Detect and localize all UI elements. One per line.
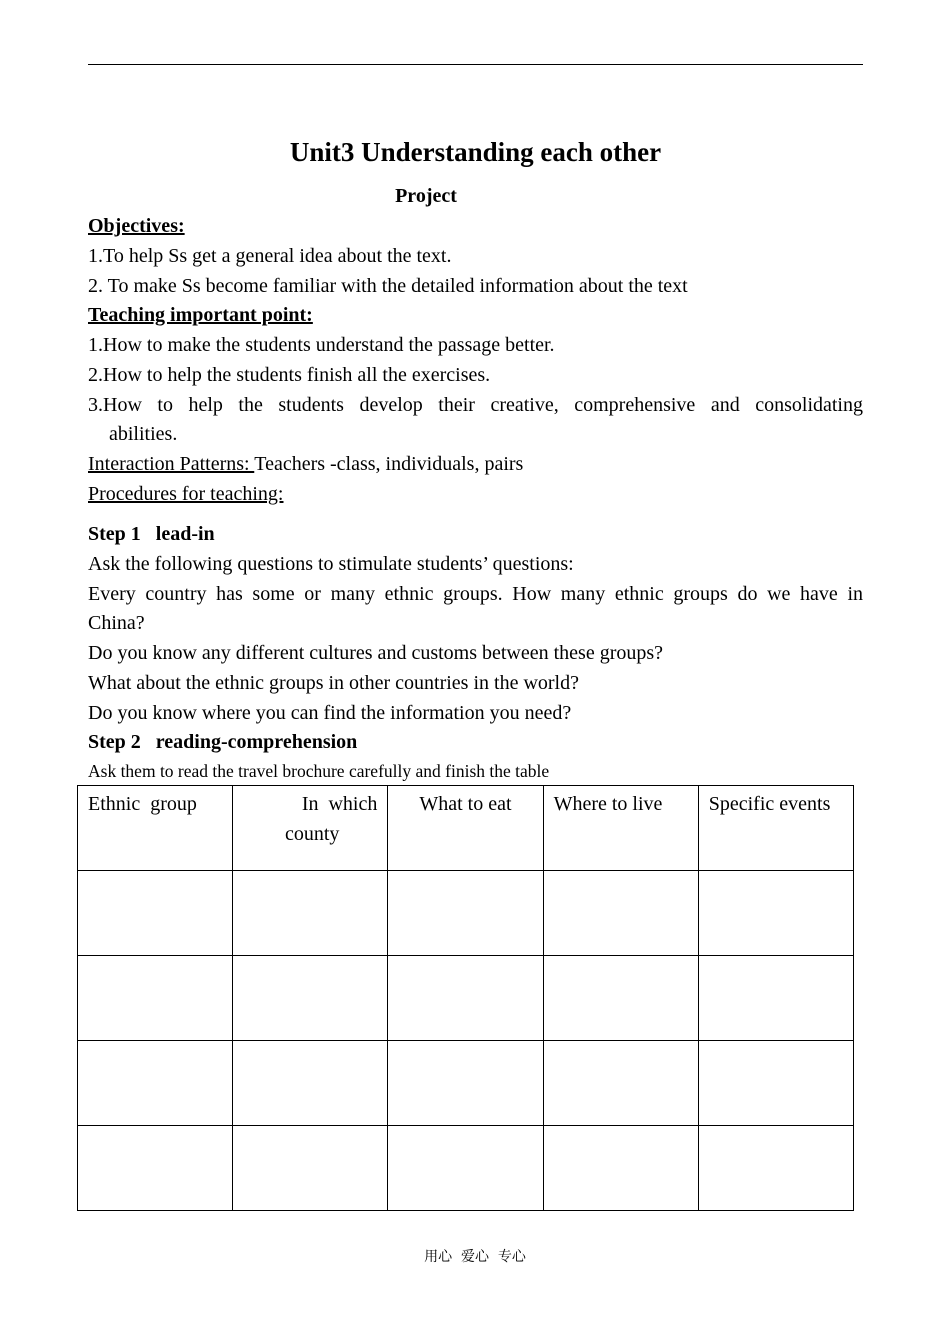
important-point-heading: Teaching important point: (88, 304, 313, 326)
page-title: Unit3 Understanding each other (289, 137, 662, 167)
objective-item: 1.To help Ss get a general idea about the text. (88, 245, 452, 267)
step1-line: China? (88, 612, 145, 634)
table-cell[interactable] (78, 871, 233, 956)
table-cell[interactable] (233, 1041, 388, 1126)
table-cell[interactable] (388, 871, 543, 956)
table-header-specific-events: Specific events (698, 786, 853, 871)
table-header-where-to-live: Where to live (543, 786, 698, 871)
step1-line: Ask the following questions to stimulate students’ questions: (88, 553, 574, 575)
table-cell[interactable] (388, 1126, 543, 1211)
step1-line: What about the ethnic groups in other countries in the world? (88, 672, 579, 694)
procedures-heading: Procedures for teaching: (88, 483, 284, 505)
table-cell[interactable] (78, 1126, 233, 1211)
table-cell[interactable] (698, 956, 853, 1041)
table-cell[interactable] (698, 871, 853, 956)
table-cell[interactable] (543, 871, 698, 956)
table-row (78, 871, 854, 956)
table-cell[interactable] (543, 956, 698, 1041)
table-cell[interactable] (698, 1041, 853, 1126)
step2-heading: Step 2 reading-comprehension (88, 731, 358, 753)
objective-item: 2. To make Ss become familiar with the detailed information about the text (88, 275, 688, 297)
table-header-what-to-eat: What to eat (388, 786, 543, 871)
table-header-county (233, 786, 388, 871)
table-cell[interactable] (388, 1041, 543, 1126)
step1-line: Every country has some or many ethnic groups. How many ethnic groups do we have in (88, 583, 863, 605)
table-cell[interactable] (78, 956, 233, 1041)
table-cell[interactable] (388, 956, 543, 1041)
table-row (78, 956, 854, 1041)
header-rule (88, 64, 863, 65)
interaction-patterns-value: Teachers -class, individuals, pairs (254, 453, 524, 475)
objectives-heading: Objectives: (88, 215, 185, 237)
table-cell[interactable] (233, 871, 388, 956)
page-subtitle: Project (395, 185, 457, 207)
table-row (78, 1126, 854, 1211)
interaction-patterns (88, 449, 863, 479)
table-header-county-line1: In which (301, 793, 378, 815)
table-header-row (78, 786, 854, 871)
table-cell[interactable] (698, 1126, 853, 1211)
table-cell[interactable] (78, 1041, 233, 1126)
important-point-continuation: abilities. (109, 423, 178, 445)
brochure-table (77, 785, 854, 1211)
important-point-item: 3.How to help the students develop their creative, comprehensive and consolidating (88, 394, 863, 416)
page-footer: 用心 爱心 专心 (424, 1249, 526, 1265)
interaction-patterns-label: Interaction Patterns: (88, 453, 255, 475)
table-cell[interactable] (543, 1126, 698, 1211)
table-cell[interactable] (233, 1126, 388, 1211)
table-cell[interactable] (543, 1041, 698, 1126)
table-cell[interactable] (233, 956, 388, 1041)
table-header-county-line2: county (284, 823, 340, 845)
step1-line: Do you know any different cultures and customs between these groups? (88, 642, 664, 664)
step1-line: Do you know where you can find the information you need? (88, 702, 572, 724)
important-point-item: 2.How to help the students finish all the exercises. (88, 364, 491, 386)
table-row (78, 1041, 854, 1126)
important-point-item: 1.How to make the students understand the passage better. (88, 334, 555, 356)
step1-heading: Step 1 lead-in (88, 523, 215, 545)
table-header-ethnic-group: Ethnic group (78, 786, 233, 871)
step2-instruction: Ask them to read the travel brochure carefully and finish the table (88, 761, 550, 781)
